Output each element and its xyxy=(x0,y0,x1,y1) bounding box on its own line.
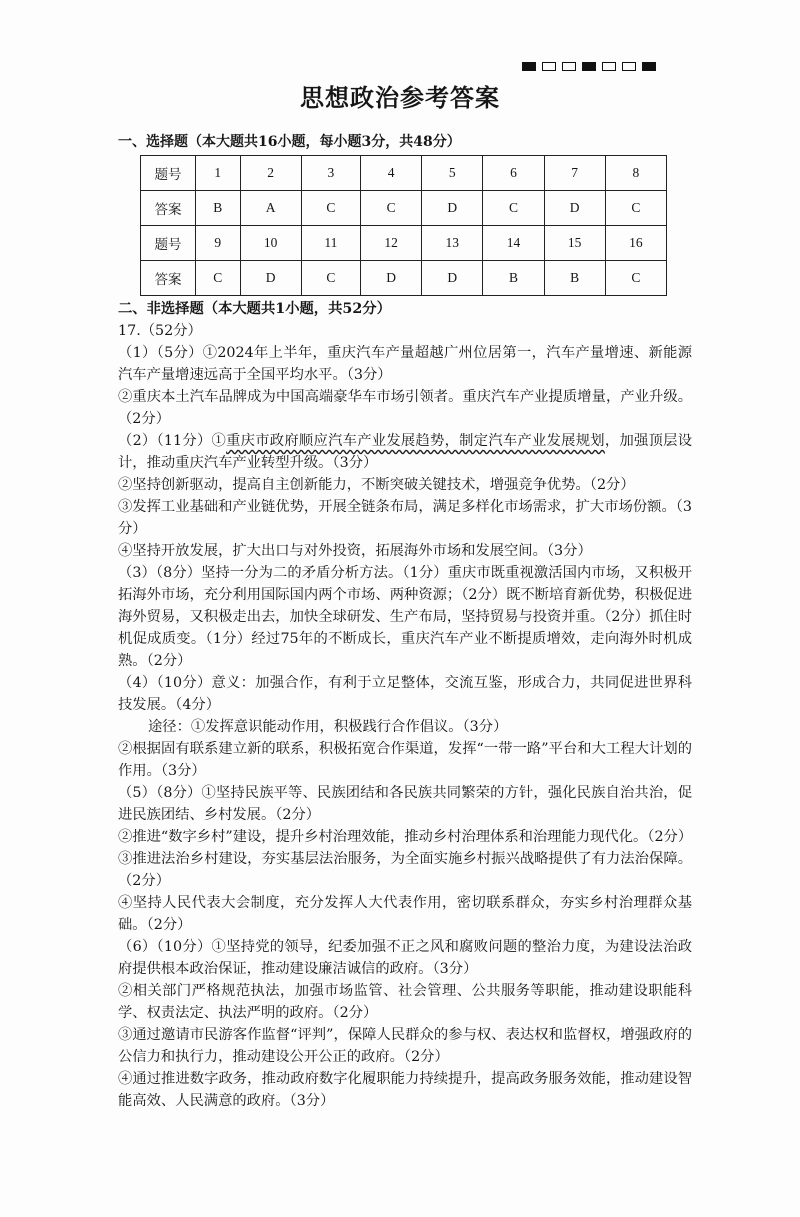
answer-4c: ②根据固有联系建立新的联系，积极拓宽合作渠道，发挥“一带一路”平台和大工程大计划的作用。（3分） xyxy=(118,741,692,779)
answer-4a: （4）（10分）意义：加强合作，有利于立足整体，交流互鉴，形成合力，共同促进世界科技发展。（4分） xyxy=(118,675,692,713)
table-row xyxy=(141,226,667,261)
table-cell: 16 xyxy=(605,226,666,261)
table-row xyxy=(141,191,667,226)
table-cell: 10 xyxy=(240,226,301,261)
mark-empty xyxy=(542,62,556,71)
table-cell: C xyxy=(196,261,241,296)
answer-6a: （6）（10分）①坚持党的领导，纪委加强不正之风和腐败问题的整治力度，为建设法治政府提供根本政治保证，推动建设廉洁诚信的政府。（3分） xyxy=(118,939,692,977)
underlined-text: 重庆市政府顺应汽车产业发展趋势，制定汽车产业发展规划 xyxy=(226,433,605,449)
answer-5a: （5）（8分）①坚持民族平等、民族团结和各民族共同繁荣的方针，强化民族自治共治，促进民族团结、乡村发展。（2分） xyxy=(118,785,692,823)
table-cell: 9 xyxy=(196,226,241,261)
table-row xyxy=(141,156,667,191)
table-cell: B xyxy=(483,261,544,296)
answer-5d: ④坚持人民代表大会制度，充分发挥人大代表作用，密切联系群众，夯实乡村治理群众基础。（2分） xyxy=(118,895,692,933)
answer-2a-suffix: ，加强顶层设计，推动重庆汽车产业转型升级。（3分） xyxy=(118,433,693,471)
table-cell: 5 xyxy=(422,156,483,191)
table-row xyxy=(141,261,667,296)
answer-5c: ③推进法治乡村建设，夯实基层法治服务，为全面实施乡村振兴战略提供了有力法治保障。（2分） xyxy=(118,851,692,889)
answer-2a-prefix: （2）（11分）① xyxy=(118,433,227,449)
table-cell: C xyxy=(605,191,666,226)
mark-filled xyxy=(642,62,656,71)
mark-filled xyxy=(522,62,536,71)
table-cell: 8 xyxy=(605,156,666,191)
mark-empty xyxy=(622,62,636,71)
answer-2d: ④坚持开放发展，扩大出口与对外投资，拓展海外市场和发展空间。（3分） xyxy=(118,543,592,559)
answer-2c: ③发挥工业基础和产业链优势，开展全链条布局，满足多样化市场需求，扩大市场份额。（3分） xyxy=(118,499,692,537)
table-cell: 1 xyxy=(196,156,241,191)
section2-heading: 二、非选择题（本大题共1小题，共52分） xyxy=(118,301,391,317)
answer-2b: ②坚持创新驱动，提高自主创新能力，不断突破关键技术，增强竞争优势。（2分） xyxy=(118,477,635,493)
row-header: 答案 xyxy=(141,191,196,226)
mark-filled xyxy=(582,62,596,71)
table-cell: 4 xyxy=(361,156,422,191)
answer-1a: （1）（5分）①2024年上半年，重庆汽车产量超越广州位居第一，汽车产量增速、新能源汽车产量增速远高于全国平均水平。（3分） xyxy=(118,345,692,383)
row-header: 题号 xyxy=(141,226,196,261)
table-cell: B xyxy=(544,261,605,296)
mark-empty xyxy=(602,62,616,71)
table-cell: C xyxy=(301,261,360,296)
question-number: 17.（52分） xyxy=(118,323,202,339)
table-cell: 2 xyxy=(240,156,301,191)
row-header: 题号 xyxy=(141,156,196,191)
answer-6b: ②相关部门严格规范执法，加强市场监管、社会管理、公共服务等职能，推动建设职能科学、权责法定、执法严明的政府。（2分） xyxy=(118,983,692,1021)
table-cell: 6 xyxy=(483,156,544,191)
table-cell: 7 xyxy=(544,156,605,191)
page-title: 思想政治参考答案 xyxy=(300,83,500,112)
corner-marks xyxy=(522,62,656,71)
mark-empty xyxy=(562,62,576,71)
table-cell: C xyxy=(301,191,360,226)
table-cell: C xyxy=(483,191,544,226)
table-cell: C xyxy=(605,261,666,296)
answer-6c: ③通过邀请市民游客作监督“评判”，保障人民群众的参与权、表达权和监督权，增强政府的公信力和执行力，推动建设公开公正的政府。（2分） xyxy=(118,1027,692,1065)
table-cell: D xyxy=(240,261,301,296)
table-cell: B xyxy=(196,191,241,226)
table-cell: 13 xyxy=(422,226,483,261)
table-cell: 14 xyxy=(483,226,544,261)
answer-6d: ④通过推进数字政务，推动政府数字化履职能力持续提升，提高政务服务效能，推动建设智能高效、人民满意的政府。（3分） xyxy=(118,1071,692,1109)
answer-5b: ②推进“数字乡村”建设，提升乡村治理效能，推动乡村治理体系和治理能力现代化。（2分） xyxy=(118,829,693,845)
section1-heading: 一、选择题（本大题共16小题，每小题3分，共48分） xyxy=(118,134,461,150)
answer-2a xyxy=(118,430,692,474)
row-header: 答案 xyxy=(141,261,196,296)
table-cell: 3 xyxy=(301,156,360,191)
table-cell: 12 xyxy=(361,226,422,261)
table-cell: D xyxy=(422,261,483,296)
table-cell: A xyxy=(240,191,301,226)
table-cell: C xyxy=(361,191,422,226)
table-cell: D xyxy=(361,261,422,296)
table-cell: 15 xyxy=(544,226,605,261)
section2 xyxy=(118,298,692,1112)
table-cell: D xyxy=(544,191,605,226)
answer-3: （3）（8分）坚持一分为二的矛盾分析方法。（1分）重庆市既重视激活国内市场，又积极开拓海外市场，充分利用国际国内两个市场、两种资源；（2分）既不断培育新优势，积极促进海外贸易，又积极走出去，加快全球研发、生产布局，坚持贸易与投资并重。（2分）抓住时机促成质变。（1分）经过75年的不断成长，重庆汽车产业不断提质增效，走向海外时机成熟。（2分） xyxy=(118,565,692,669)
table-cell: 11 xyxy=(301,226,360,261)
answer-1b: ②重庆本土汽车品牌成为中国高端豪华车市场引领者。重庆汽车产业提质增量，产业升级。（2分） xyxy=(118,389,692,427)
table-cell: D xyxy=(422,191,483,226)
answer-table xyxy=(140,155,667,296)
answer-4b: 途径：①发挥意识能动作用，积极践行合作倡议。（3分） xyxy=(148,719,508,735)
